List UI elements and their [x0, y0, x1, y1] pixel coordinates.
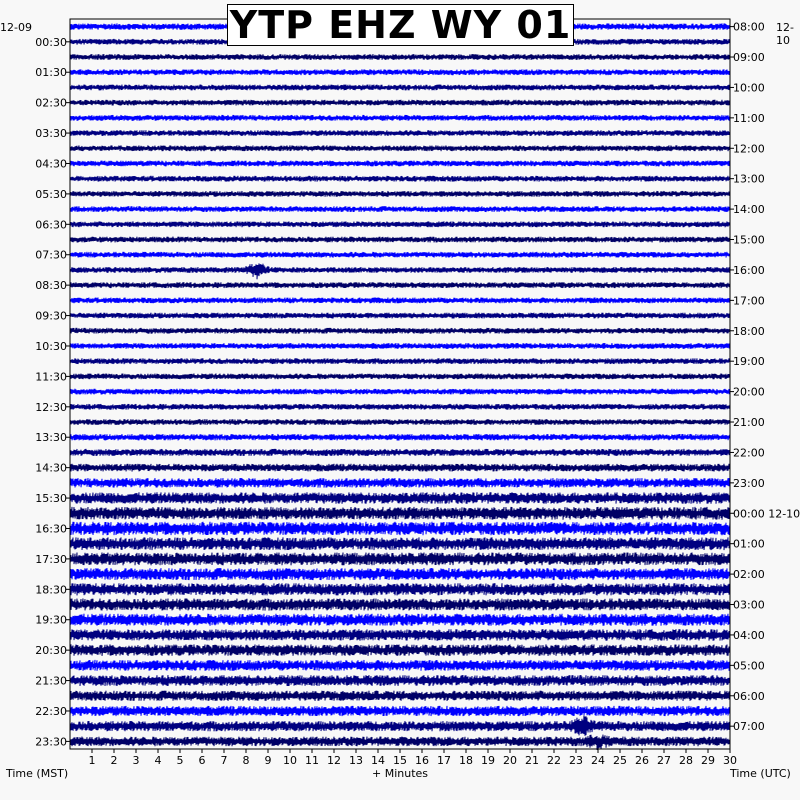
chart-title: YTP EHZ WY 01: [229, 3, 572, 47]
seismic-trace-43: [70, 660, 730, 671]
x-tick-label: 10: [283, 754, 297, 767]
seismic-trace-42: [70, 644, 730, 656]
seismic-trace-3: [70, 54, 730, 60]
seismic-trace-14: [70, 221, 730, 227]
left-tick-label: 16:30: [35, 522, 67, 536]
seismic-trace-13: [70, 206, 730, 212]
seismic-trace-30: [70, 464, 730, 472]
seismic-traces: [70, 23, 730, 750]
x-tick-label: 20: [503, 754, 517, 767]
x-tick-label: 1: [88, 754, 96, 767]
x-tick-label: 25: [613, 754, 627, 767]
seismic-trace-7: [70, 115, 730, 121]
seismic-trace-26: [70, 404, 730, 410]
seismic-trace-38: [70, 583, 730, 595]
right-tick-label: 10:00: [733, 81, 765, 95]
seismic-trace-15: [70, 237, 730, 243]
x-tick-label: 18: [459, 754, 473, 767]
x-tick-label: 5: [176, 754, 184, 767]
left-tick-label: 07:30: [35, 248, 67, 262]
left-tick-label: 15:30: [35, 492, 67, 506]
x-tick-label: 22: [547, 754, 561, 767]
left-tick-label: 21:30: [35, 674, 67, 688]
seismic-trace-47: [70, 715, 730, 736]
right-tick-label: 12:00: [733, 142, 765, 156]
minutes-axis: [89, 749, 738, 767]
left-tick-label: 20:30: [35, 644, 67, 658]
left-tick-label: 11:30: [35, 370, 67, 384]
x-axis-label: + Minutes: [372, 767, 429, 780]
left-tick-label: 22:30: [35, 704, 67, 718]
seismic-trace-46: [70, 706, 730, 716]
x-tick-label: 8: [242, 754, 250, 767]
left-tick-label: 08:30: [35, 279, 67, 293]
x-tick-label: 14: [371, 754, 385, 767]
seismic-trace-17: [70, 263, 730, 279]
seismic-trace-40: [70, 614, 730, 626]
seismic-trace-27: [70, 419, 730, 425]
left-tick-label: 18:30: [35, 583, 67, 597]
right-tick-label: 13:00: [733, 172, 765, 186]
x-tick-label: 11: [305, 754, 319, 767]
seismic-trace-5: [70, 85, 730, 91]
left-axis-label: Time (MST): [6, 767, 69, 780]
seismic-trace-36: [70, 553, 730, 566]
right-tick-label: 17:00: [733, 294, 765, 308]
seismic-trace-22: [70, 343, 730, 349]
left-tick-label: 03:30: [35, 127, 67, 141]
right-tick-label: 00:00 12-10: [733, 507, 800, 521]
seismic-trace-34: [70, 522, 730, 535]
seismic-trace-11: [70, 176, 730, 182]
x-tick-label: 26: [635, 754, 649, 767]
seismic-trace-33: [70, 507, 730, 520]
right-tick-label: 19:00: [733, 355, 765, 369]
left-tick-label: 06:30: [35, 218, 67, 232]
right-tick-label: 23:00: [733, 476, 765, 490]
left-tick-label: 14:30: [35, 461, 67, 475]
x-tick-label: 15: [393, 754, 407, 767]
seismic-trace-35: [70, 537, 730, 550]
right-time-axis: [730, 21, 800, 734]
seismic-trace-37: [70, 568, 730, 580]
left-tick-label: 12:30: [35, 400, 67, 414]
x-tick-label: 23: [569, 754, 583, 767]
right-tick-label: 09:00: [733, 51, 765, 65]
seismic-trace-19: [70, 298, 730, 304]
right-tick-label: 21:00: [733, 416, 765, 430]
right-tick-label: 01:00: [733, 537, 765, 551]
x-tick-label: 16: [415, 754, 429, 767]
x-tick-label: 28: [679, 754, 693, 767]
x-tick-label: 24: [591, 754, 605, 767]
right-tick-label: 07:00: [733, 720, 765, 734]
seismic-trace-28: [70, 434, 730, 440]
x-tick-label: 12: [327, 754, 341, 767]
right-tick-label: 08:00: [733, 20, 765, 34]
seismic-trace-10: [70, 161, 730, 167]
seismic-trace-6: [70, 100, 730, 106]
seismic-trace-39: [70, 598, 730, 610]
seismic-trace-21: [70, 328, 730, 334]
left-tick-label: 01:30: [35, 66, 67, 80]
right-tick-label: 05:00: [733, 659, 765, 673]
x-tick-label: 9: [264, 754, 272, 767]
seismic-trace-4: [70, 69, 730, 75]
right-tick-label: 22:00: [733, 446, 765, 460]
x-tick-label: 7: [220, 754, 228, 767]
right-tick-label: 14:00: [733, 203, 765, 217]
x-tick-label: 13: [349, 754, 363, 767]
left-tick-label: 00:30: [35, 35, 67, 49]
seismic-trace-24: [70, 374, 730, 380]
right-tick-label: 20:00: [733, 385, 765, 399]
x-tick-label: 17: [437, 754, 451, 767]
right-tick-label: 02:00: [733, 568, 765, 582]
seismic-trace-32: [70, 492, 730, 504]
seismic-trace-8: [70, 130, 730, 136]
seismic-trace-25: [70, 389, 730, 395]
seismic-trace-20: [70, 313, 730, 319]
right-tick-label: 18:00: [733, 324, 765, 338]
right-tick-label: 16:00: [733, 263, 765, 277]
right-tick-label: 04:00: [733, 628, 765, 642]
x-tick-label: 27: [657, 754, 671, 767]
chart-title-box: [227, 4, 574, 46]
seismic-trace-18: [70, 282, 730, 288]
left-corner-date: 12-09: [0, 21, 32, 34]
right-corner-date: 12-10: [776, 21, 794, 47]
left-tick-label: 17:30: [35, 552, 67, 566]
seismic-trace-45: [70, 691, 730, 701]
left-tick-label: 23:30: [35, 735, 67, 749]
seismic-trace-48: [70, 735, 730, 751]
x-tick-label: 6: [198, 754, 206, 767]
seismic-trace-16: [70, 252, 730, 258]
x-tick-label: 21: [525, 754, 539, 767]
x-tick-label: 4: [154, 754, 162, 767]
left-tick-label: 05:30: [35, 187, 67, 201]
left-tick-label: 09:30: [35, 309, 67, 323]
right-tick-label: 06:00: [733, 689, 765, 703]
left-tick-label: 02:30: [35, 96, 67, 110]
seismic-trace-12: [70, 191, 730, 197]
x-tick-label: 29: [701, 754, 715, 767]
seismic-trace-23: [70, 358, 730, 364]
x-tick-label: 19: [481, 754, 495, 767]
x-tick-label: 30: [723, 754, 737, 767]
left-tick-label: 13:30: [35, 431, 67, 445]
left-tick-label: 10:30: [35, 339, 67, 353]
right-tick-label: 03:00: [733, 598, 765, 612]
left-tick-label: 19:30: [35, 613, 67, 627]
right-tick-label: 15:00: [733, 233, 765, 247]
seismic-trace-29: [70, 449, 730, 456]
x-tick-label: 2: [110, 754, 118, 767]
right-tick-label: 11:00: [733, 111, 765, 125]
seismic-trace-41: [70, 629, 730, 641]
seismic-trace-9: [70, 145, 730, 151]
seismic-trace-31: [70, 478, 730, 488]
left-tick-label: 04:30: [35, 157, 67, 171]
left-time-axis: [35, 36, 70, 749]
seismic-trace-44: [70, 675, 730, 686]
x-tick-label: 3: [132, 754, 140, 767]
right-axis-label: Time (UTC): [730, 767, 791, 780]
